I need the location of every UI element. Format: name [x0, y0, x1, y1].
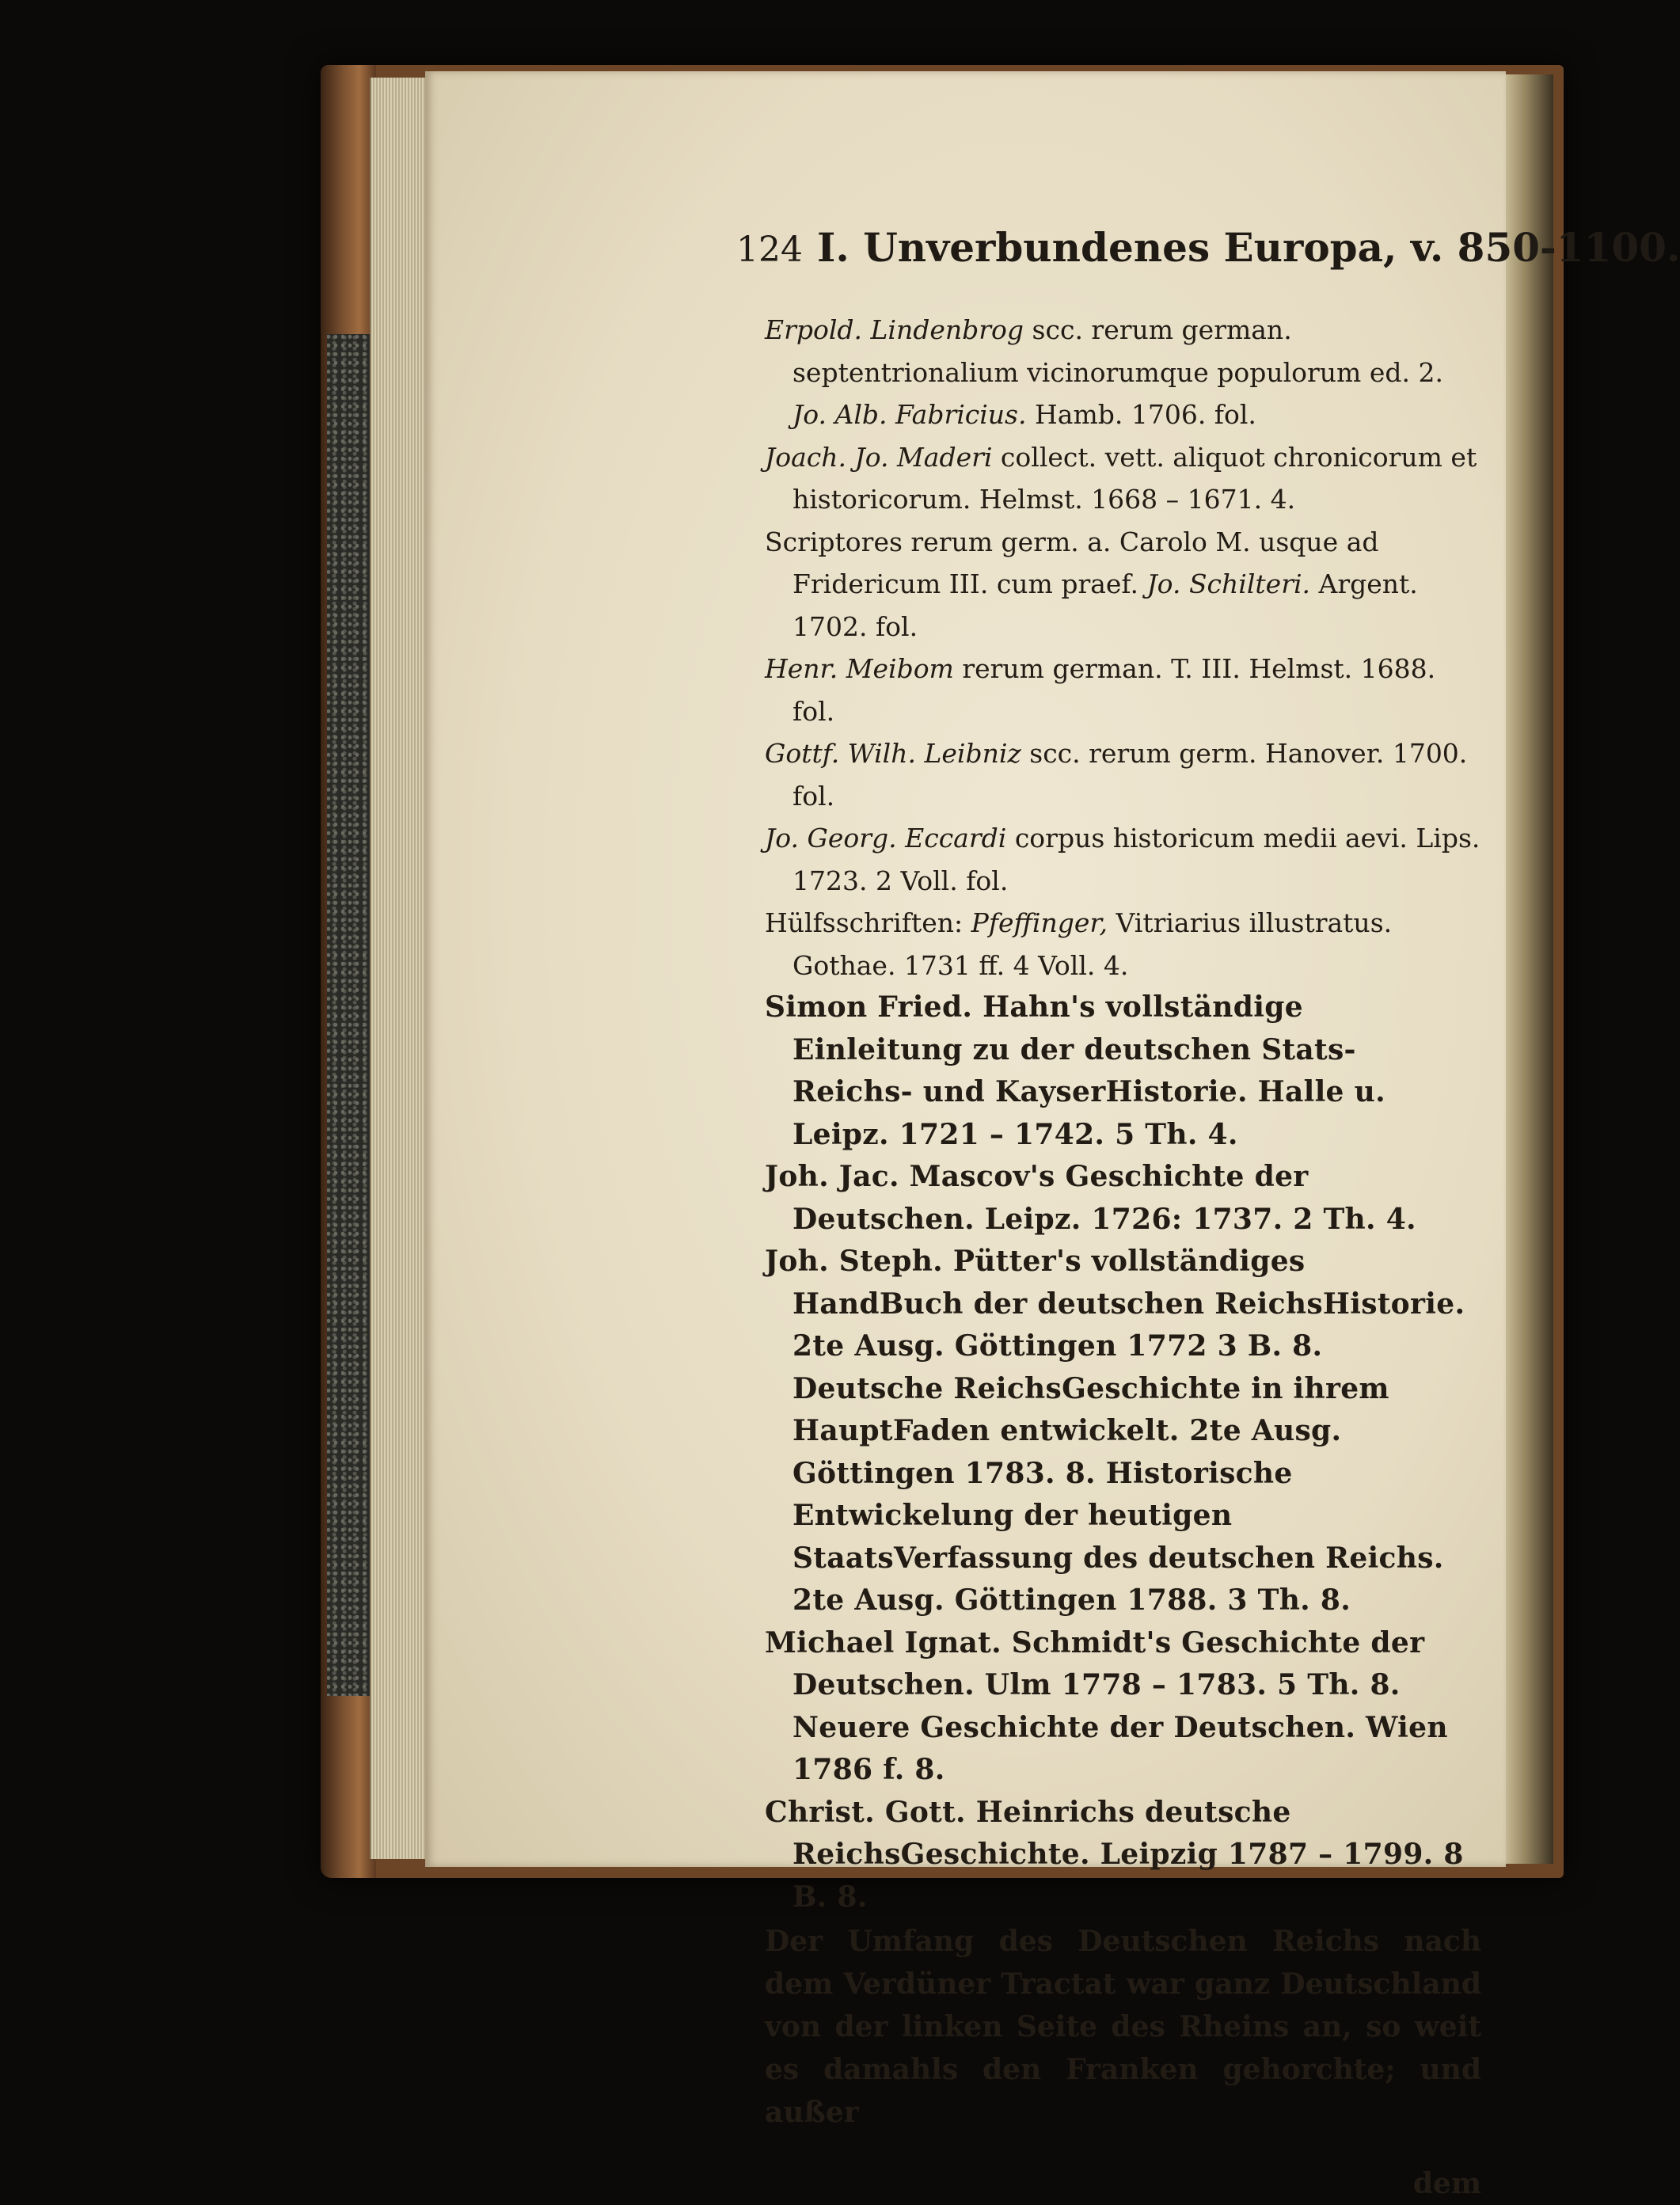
page-title: I. Unverbundenes Europa, v. 850-1100. [816, 224, 1680, 271]
bibliography-entry: Joach. Jo. Maderi collect. vett. aliquot chronicorum et historicorum. Helmst. 1668 – 1671. 4. [765, 441, 1477, 515]
bibliography-entry-fraktur: Simon Fried. Hahn's vollständige Einleitung zu der deutschen Stats- Reichs- und KayserHistorie. Halle u. Leipz. 1721 – 1742. 5 Th. 4. [765, 990, 1385, 1151]
bibliography [765, 309, 1481, 2205]
page-edges [370, 78, 427, 1859]
bibliography-entry: Hülfsschriften: Pfeffinger, Vitriarius illustratus. Gothae. 1731 ff. 4 Voll. 4. [765, 907, 1393, 981]
bibliography-entry: Henr. Meibom rerum german. T. III. Helmst. 1688. fol. [765, 653, 1436, 727]
bibliography-entry: Erpold. Lindenbrog scc. rerum german. septentrionalium vicinorumque populorum ed. 2. Jo. Alb. Fabricius. Hamb. 1706. fol. [765, 314, 1443, 430]
bibliography-entry: Jo. Georg. Eccardi corpus historicum medii aevi. Lips. 1723. 2 Voll. fol. [765, 823, 1480, 896]
page-number: 124 [736, 230, 803, 270]
running-header [736, 224, 1680, 271]
marbled-edge [327, 334, 373, 1696]
bibliography-entry: Scriptores rerum germ. a. Carolo M. usque ad Fridericum III. cum praef. Jo. Schilteri. Argent. 1702. fol. [765, 526, 1418, 642]
book-gutter [1506, 74, 1553, 1864]
bibliography-entry-fraktur: Michael Ignat. Schmidt's Geschichte der Deutschen. Ulm 1778 – 1783. 5 Th. 8. Neuere Geschichte der Deutschen. Wien 1786 f. 8. [765, 1625, 1448, 1786]
catchword: dem [1412, 2167, 1481, 2200]
body-paragraph: Der Umfang des Deutschen Reichs nach dem Verdüner Tractat war ganz Deutschland von der linken Seite des Rheins an, so weit es damahls den Franken gehorchte; und außer [765, 1925, 1481, 2129]
bibliography-entry: Gottf. Wilh. Leibniz scc. rerum germ. Hanover. 1700. fol. [765, 738, 1468, 812]
bibliography-entry-fraktur: Christ. Gott. Heinrichs deutsche ReichsGeschichte. Leipzig 1787 – 1799. 8 B. 8. [765, 1795, 1464, 1914]
bibliography-entry-fraktur: Joh. Steph. Pütter's vollständiges HandBuch der deutschen ReichsHistorie. 2te Ausg. Göttingen 1772 3 B. 8. Deutsche ReichsGeschichte in ihrem HauptFaden entwickelt. 2te Ausg. Göttingen 1783. 8. Historische Entwickelung der heutigen StaatsVerfassung des deutschen Reichs. 2te Ausg. Göttingen 1788. 3 Th. 8. [765, 1245, 1465, 1617]
bibliography-entry-fraktur: Joh. Jac. Mascov's Geschichte der Deutschen. Leipz. 1726: 1737. 2 Th. 4. [765, 1160, 1416, 1236]
